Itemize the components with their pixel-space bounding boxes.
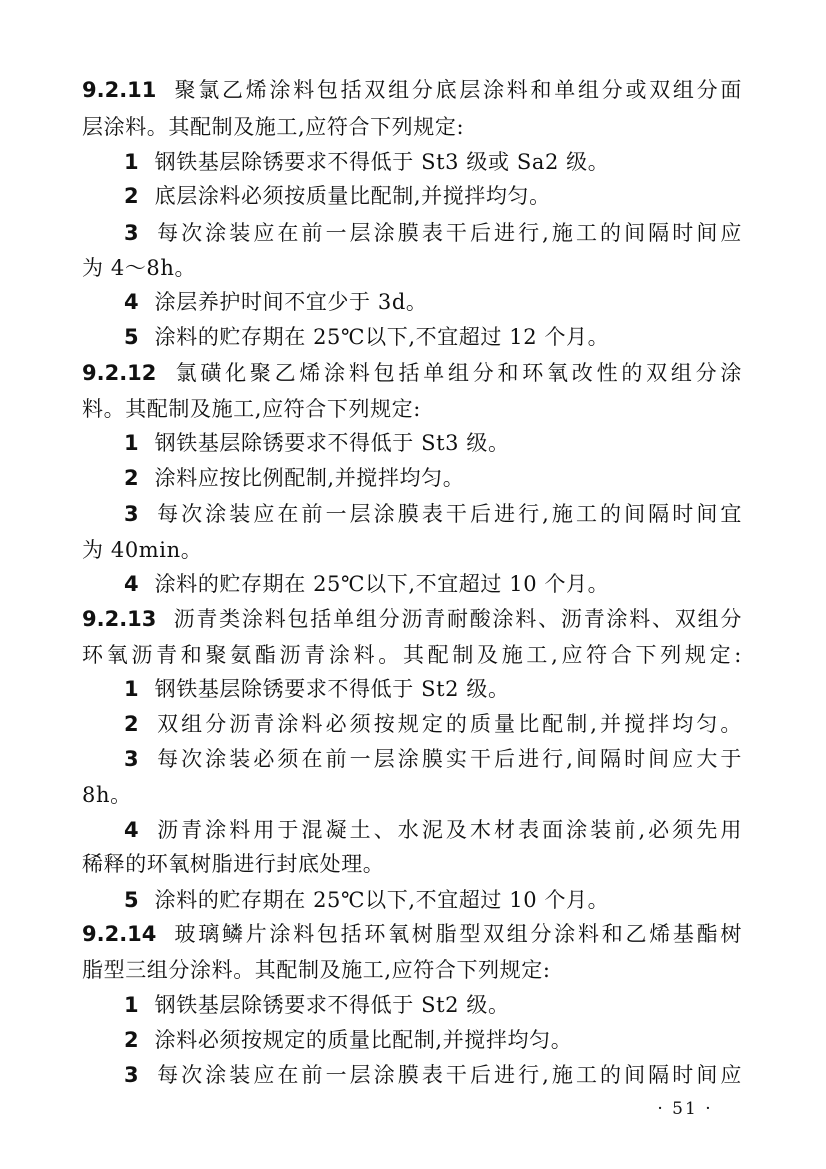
section-text: 玻璃鳞片涂料包括环氧树脂型双组分涂料和乙烯基酯树 xyxy=(172,922,742,946)
section-9-2-13-intro-line1 xyxy=(82,605,742,633)
item-continuation: 为 4～8h。 xyxy=(82,256,197,280)
item-number: 3 xyxy=(124,1063,139,1087)
list-item xyxy=(124,288,742,316)
page-number: · 51 · xyxy=(657,1099,713,1119)
section-9-2-11-intro-line2: 层涂料。其配制及施工,应符合下列规定: xyxy=(82,115,465,139)
item-text: 每次涂装应在前一层涂膜表干后进行,施工的间隔时间宜 xyxy=(154,502,742,526)
item-number: 4 xyxy=(124,572,139,596)
list-item xyxy=(124,182,742,210)
section-9-2-12-intro-line1 xyxy=(82,359,742,387)
item-text: 每次涂装必须在前一层涂膜实干后进行,间隔时间应大于 xyxy=(154,747,742,771)
section-9-2-14-intro-line2: 脂型三组分涂料。其配制及施工,应符合下列规定: xyxy=(82,958,551,982)
item-number: 1 xyxy=(124,150,139,174)
list-item xyxy=(124,1061,742,1089)
item-number: 5 xyxy=(124,888,139,912)
item-number: 5 xyxy=(124,325,139,349)
item-continuation: 8h。 xyxy=(82,783,132,807)
list-item xyxy=(124,745,742,773)
section-9-2-12-intro-line2: 料。其配制及施工,应符合下列规定: xyxy=(82,397,421,421)
item-continuation: 稀释的环氧树脂进行封底处理。 xyxy=(82,852,385,876)
item-number: 1 xyxy=(124,993,139,1017)
item-number: 2 xyxy=(124,712,139,736)
list-item xyxy=(124,570,742,598)
list-item xyxy=(124,219,742,247)
list-item xyxy=(124,148,742,176)
section-text: 聚氯乙烯涂料包括双组分底层涂料和单组分或双组分面 xyxy=(172,78,742,102)
list-item xyxy=(124,816,742,844)
item-text: 钢铁基层除锈要求不得低于 St2 级。 xyxy=(154,677,510,701)
item-number: 2 xyxy=(124,466,139,490)
section-text: 沥青类涂料包括单组分沥青耐酸涂料、沥青涂料、双组分 xyxy=(172,607,742,631)
section-9-2-11-intro-line1 xyxy=(82,76,742,104)
list-item xyxy=(124,1026,742,1054)
item-text: 双组分沥青涂料必须按规定的质量比配制,并搅拌均匀。 xyxy=(154,712,742,736)
item-text: 涂料必须按规定的质量比配制,并搅拌均匀。 xyxy=(154,1028,573,1052)
list-item xyxy=(124,323,742,351)
item-text: 涂层养护时间不宜少于 3d。 xyxy=(154,290,428,314)
item-number: 1 xyxy=(124,677,139,701)
item-text: 钢铁基层除锈要求不得低于 St3 级。 xyxy=(154,431,510,455)
section-text: 氯磺化聚乙烯涂料包括单组分和环氧改性的双组分涂 xyxy=(172,361,742,385)
section-number: 9.2.11 xyxy=(82,78,157,102)
list-item xyxy=(124,991,742,1019)
item-number: 4 xyxy=(124,290,139,314)
list-item xyxy=(124,710,742,738)
section-9-2-14-intro-line1 xyxy=(82,920,742,948)
item-number: 3 xyxy=(124,221,139,245)
item-text: 钢铁基层除锈要求不得低于 St2 级。 xyxy=(154,993,510,1017)
list-item xyxy=(124,675,742,703)
item-number: 2 xyxy=(124,184,139,208)
item-text: 钢铁基层除锈要求不得低于 St3 级或 Sa2 级。 xyxy=(154,150,610,174)
section-number: 9.2.13 xyxy=(82,607,157,631)
section-9-2-13-intro-line2: 环氧沥青和聚氨酯沥青涂料。其配制及施工,应符合下列规定: xyxy=(82,643,742,667)
item-continuation: 为 40min。 xyxy=(82,538,203,562)
item-number: 1 xyxy=(124,431,139,455)
list-item xyxy=(124,886,742,914)
item-text: 涂料的贮存期在 25℃以下,不宜超过 10 个月。 xyxy=(154,888,610,912)
item-text: 涂料的贮存期在 25℃以下,不宜超过 10 个月。 xyxy=(154,572,610,596)
item-number: 4 xyxy=(124,818,139,842)
item-number: 3 xyxy=(124,747,139,771)
item-number: 2 xyxy=(124,1028,139,1052)
list-item xyxy=(124,429,742,457)
item-number: 3 xyxy=(124,502,139,526)
section-number: 9.2.12 xyxy=(82,361,157,385)
list-item xyxy=(124,464,742,492)
item-text: 涂料应按比例配制,并搅拌均匀。 xyxy=(154,466,465,490)
section-number: 9.2.14 xyxy=(82,922,157,946)
item-text: 涂料的贮存期在 25℃以下,不宜超过 12 个月。 xyxy=(154,325,610,349)
item-text: 沥青涂料用于混凝土、水泥及木材表面涂装前,必须先用 xyxy=(154,818,742,842)
item-text: 每次涂装应在前一层涂膜表干后进行,施工的间隔时间应 xyxy=(154,1063,742,1087)
item-text: 底层涂料必须按质量比配制,并搅拌均匀。 xyxy=(154,184,551,208)
item-text: 每次涂装应在前一层涂膜表干后进行,施工的间隔时间应 xyxy=(154,221,742,245)
list-item xyxy=(124,500,742,528)
